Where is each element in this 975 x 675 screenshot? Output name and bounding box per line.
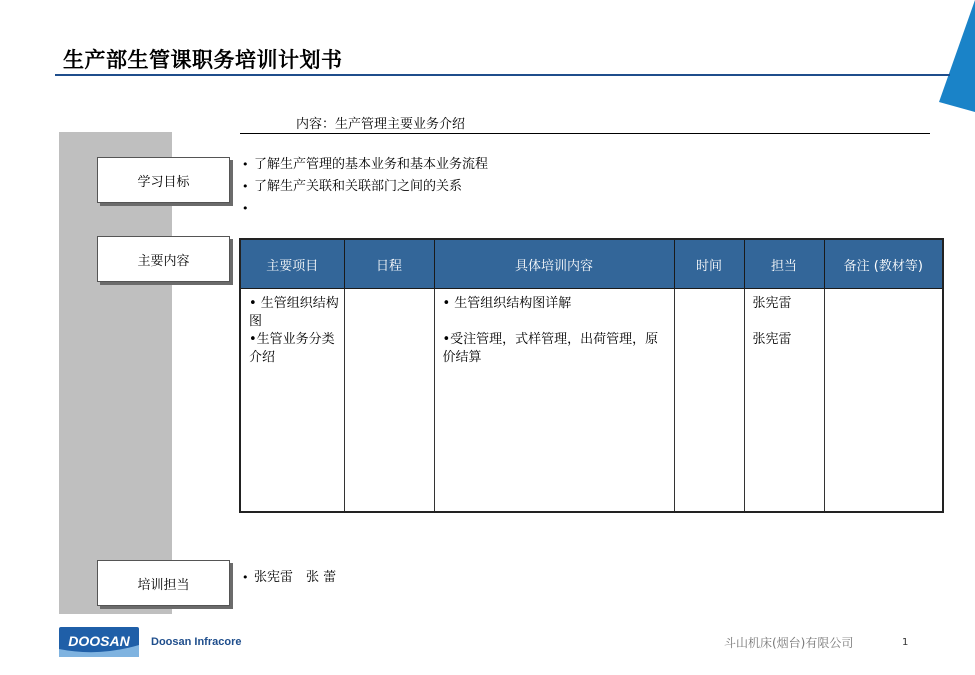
goal-item: • 了解生产管理的基本业务和基本业务流程 [242, 154, 488, 176]
cell-main-items [240, 289, 344, 513]
side-band [59, 132, 172, 614]
page-title: 生产部生管课职务培训计划书 [63, 48, 343, 72]
footer-logo [59, 627, 241, 657]
cell-text: •生管业务分类介绍 [249, 332, 335, 365]
training-plan-table [239, 238, 944, 513]
trainer-list [242, 567, 336, 589]
goal-label-box [97, 157, 230, 203]
table-row [240, 289, 943, 513]
content-subtitle: 内容：生产管理主要业务介绍 [296, 117, 466, 132]
trainer-names: • 张宪雷 张 蕾 [242, 567, 336, 589]
logo-text: DOOSAN [68, 633, 130, 649]
cell-owners [744, 289, 824, 513]
cell-text: • 生管组织结构图详解 [442, 296, 572, 311]
brand-name: Doosan Infracore [151, 636, 242, 648]
goal-label: 学习目标 [137, 174, 190, 190]
column-header: 时间 [674, 239, 744, 289]
title-underline [55, 74, 950, 76]
cell-text: • 生管组织结构图 [249, 296, 339, 329]
trainer-label-box [97, 560, 230, 606]
goal-list [242, 154, 488, 220]
trainer-label: 培训担当 [137, 577, 190, 593]
cell-text: 张宪雷 [752, 332, 792, 347]
goal-item [242, 198, 488, 220]
page-number: 1 [902, 637, 909, 648]
column-header: 日程 [344, 239, 434, 289]
cell-details [434, 289, 674, 513]
column-header: 担当 [744, 239, 824, 289]
company-name: 斗山机床(烟台)有限公司 [724, 636, 854, 650]
column-header: 备注 (教材等) [824, 239, 943, 289]
main-content-label-box [97, 236, 230, 282]
column-header: 主要项目 [240, 239, 344, 289]
cell-notes [824, 289, 943, 513]
cell-text: 张宪雷 [752, 296, 792, 311]
subtitle-underline [240, 133, 930, 134]
cell-text: •受注管理，式样管理，出荷管理，原价结算 [442, 332, 659, 365]
doosan-logo-icon [59, 627, 139, 657]
table-header-row [240, 239, 943, 289]
cell-schedule [344, 289, 434, 513]
cell-time [674, 289, 744, 513]
corner-triangle-decoration [935, 0, 975, 112]
main-content-label: 主要内容 [137, 253, 190, 269]
column-header: 具体培训内容 [434, 239, 674, 289]
goal-item: • 了解生产关联和关联部门之间的关系 [242, 176, 488, 198]
